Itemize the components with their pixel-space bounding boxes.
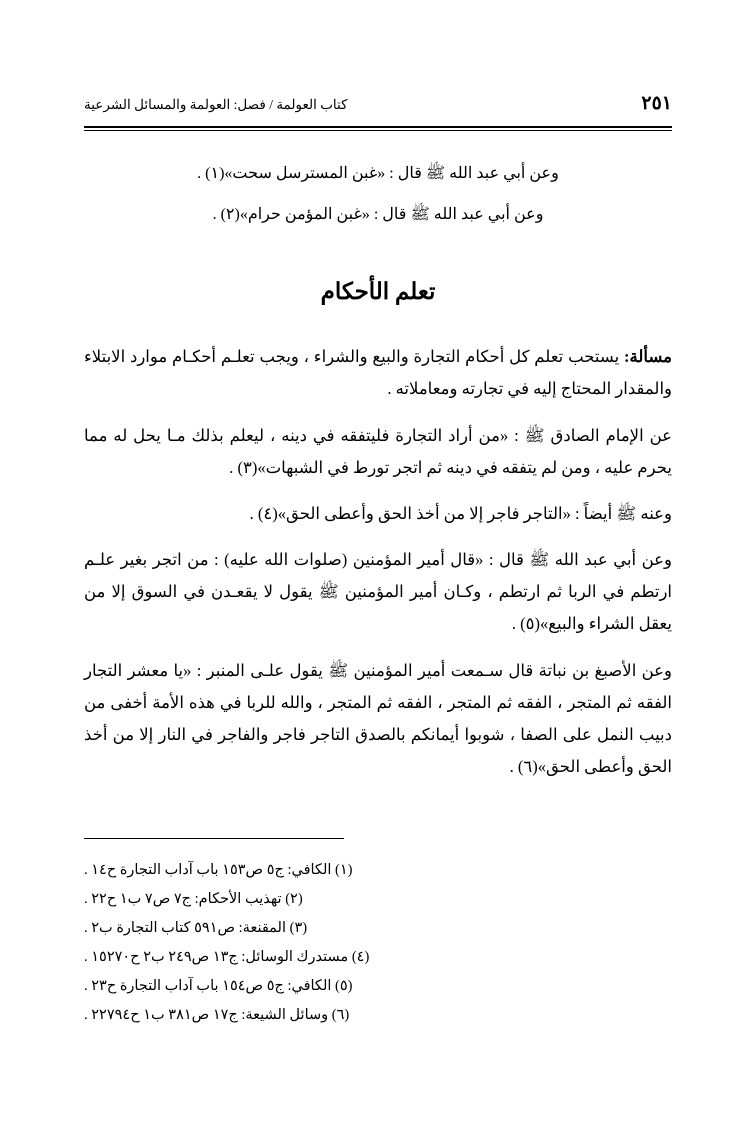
footnote-divider <box>84 838 344 839</box>
header-divider <box>84 126 672 131</box>
paragraph-3-text: وعنه ﷺ أيضاً : «التاجر فاجر إلا من أخذ الحق وأعطى الحق»(٤) . <box>249 503 672 523</box>
paragraph-3 <box>84 498 672 530</box>
footnotes-block <box>84 856 672 1030</box>
tradition-line-2: وعن أبي عبد الله ﷺ قال : «غبن المؤمن حرام»(٢) . <box>212 206 544 224</box>
footnote-item: (٥) الكافي: ج٥ ص١٥٤ باب آداب التجارة ح٢٣ . <box>84 978 353 994</box>
paragraph-1-lead: مسألة: <box>624 347 672 367</box>
footnote-item: (٦) وسائل الشيعة: ج١٧ ص٣٨١ ب١ ح٢٢٧٩٤ . <box>84 1007 350 1023</box>
paragraph-4-text: وعن أبي عبد الله ﷺ قال : «قال أمير المؤمنين (صلوات الله عليه) : من اتجر بغير علـم ارتطم في الربا ثم ارتطم ، وكـان أمير المؤمنين ﷺ يقول لا يقعـدن في السوق إلا من يعقل الشراء والبيع»(٥) . <box>84 550 672 634</box>
footnote-item: (١) الكافي: ج٥ ص١٥٣ باب آداب التجارة ح١٤ . <box>84 862 353 878</box>
page-body <box>84 158 672 797</box>
page-number: ٢٥١ <box>641 93 672 114</box>
paragraph-5 <box>84 655 672 784</box>
paragraph-2-text: عن الإمام الصادق ﷺ : «من أراد التجارة فليتفقه في دينه ، ليعلم بذلك مـا يحل له مما يحرم عليه ، ومن لم يتفقه في دينه ثم اتجر تورط في الشبهات»(٣) . <box>84 425 672 477</box>
tradition-line-1: وعن أبي عبد الله ﷺ قال : «غبن المسترسل سحت»(١) . <box>197 165 559 182</box>
paragraph-2 <box>84 420 672 484</box>
paragraph-1 <box>84 341 672 405</box>
paragraph-5-text: وعن الأصبغ بن نباتة قال سـمعت أمير المؤمنين ﷺ يقول علـى المنبر : «يا معشر التجار الفقه ثم المتجر ، الفقه ثم المتجر ، الفقه ثم المتجر ، والله للربا في هذه الأمة أخفى من دبيب النمل على الصفا ، شوبوا أيمانكم بالصدق التاجر فاجر والفاجر في النار إلا من أخذ الحق وأعطى الحق»(٦) . <box>84 660 672 777</box>
footnote-item: (٢) تهذيب الأحكام: ج٧ ص٧ ب١ ح٢٢ . <box>84 891 303 907</box>
paragraph-1-text: يستحب تعلم كل أحكام التجارة والبيع والشراء ، ويجب تعلـم أحكـام موارد الابتلاء والمقدار المحتاج إليه في تجارته ومعاملاته . <box>84 347 672 399</box>
header-title: كتاب العولمة / فصل: العولمة والمسائل الشرعية <box>84 97 348 112</box>
section-title: تعلم الأحكام <box>320 279 436 305</box>
footnote-item: (٤) مستدرك الوسائل: ج١٣ ص٢٤٩ ب٢ ح١٥٢٧٠ . <box>84 949 370 965</box>
paragraph-4 <box>84 544 672 641</box>
footnote-item: (٣) المقنعة: ص٥٩١ كتاب التجارة ب٢ . <box>84 920 308 936</box>
page-header <box>84 92 672 115</box>
